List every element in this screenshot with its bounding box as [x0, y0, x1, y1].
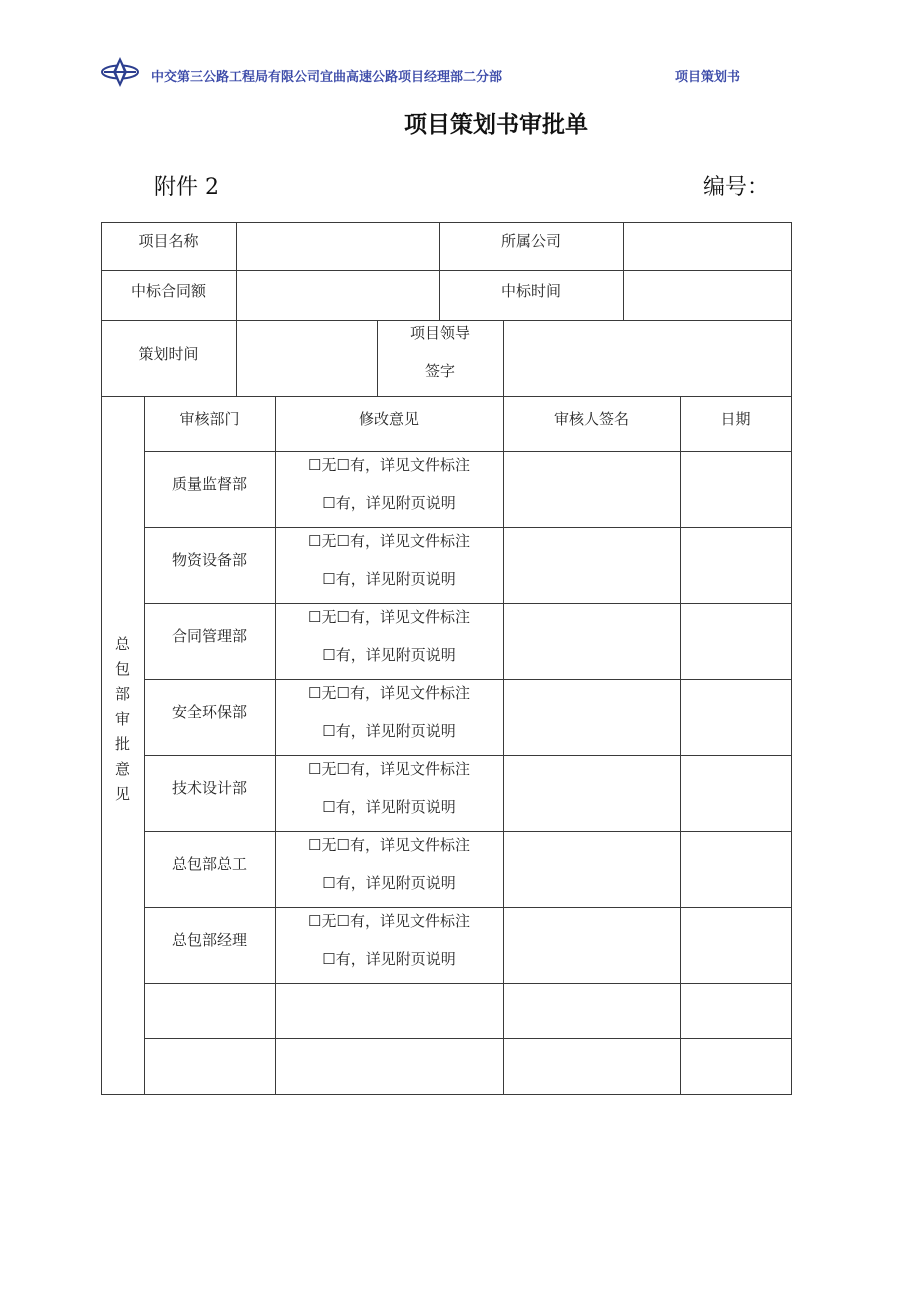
- side-label-char: 审: [114, 710, 130, 728]
- table-row-dept: 安全环保部: [171, 702, 247, 721]
- side-label-char: 总: [114, 635, 130, 653]
- table-row-opinion: [275, 902, 503, 978]
- side-label-char: 包: [114, 660, 130, 678]
- document-type: 项目策划书: [675, 70, 741, 85]
- column-header-date: 日期: [720, 409, 751, 428]
- opinion-checkbox-line[interactable]: ☐无☐有，详见文件标注: [308, 456, 470, 474]
- opinion-checkbox-line[interactable]: ☐无☐有，详见文件标注: [308, 760, 470, 778]
- project-name-label: 项目名称: [138, 231, 199, 250]
- row-divider: [144, 1038, 792, 1039]
- review-side-label: [101, 632, 144, 807]
- opinion-checkbox-line[interactable]: ☐有，详见附页说明: [322, 874, 456, 892]
- attachment-label: 附件 2: [154, 175, 219, 200]
- side-label-char: 意: [114, 760, 130, 778]
- opinion-checkbox-line[interactable]: ☐无☐有，详见文件标注: [308, 684, 470, 702]
- company-label: 所属公司: [500, 231, 561, 250]
- leader-sign-label: [377, 314, 503, 390]
- column-header-reviewer: 审核人签名: [553, 409, 629, 428]
- table-row-opinion: [275, 598, 503, 674]
- table-border-bottom: [101, 1094, 792, 1095]
- side-label-char: 见: [114, 785, 130, 803]
- table-row-opinion: [275, 826, 503, 902]
- opinion-checkbox-line[interactable]: ☐有，详见附页说明: [322, 570, 456, 588]
- opinion-checkbox-line[interactable]: ☐无☐有，详见文件标注: [308, 608, 470, 626]
- leader-sign-line1: 项目领导: [409, 324, 470, 342]
- bid-time-label: 中标时间: [500, 281, 561, 300]
- table-border-right: [791, 222, 792, 1095]
- table-row-opinion: [275, 522, 503, 598]
- col-divider: [503, 320, 504, 397]
- table-row-dept: 总包部总工: [171, 854, 247, 873]
- number-label: 编号：: [703, 175, 770, 200]
- form-title: 项目策划书审批单: [404, 111, 588, 138]
- table-row-dept: 总包部经理: [171, 930, 247, 949]
- table-row-dept: 物资设备部: [171, 550, 247, 569]
- opinion-checkbox-line[interactable]: ☐有，详见附页说明: [322, 646, 456, 664]
- opinion-checkbox-line[interactable]: ☐无☐有，详见文件标注: [308, 532, 470, 550]
- opinion-checkbox-line[interactable]: ☐有，详见附页说明: [322, 950, 456, 968]
- plan-time-label: 策划时间: [138, 344, 199, 363]
- leader-sign-line2: 签字: [424, 362, 455, 380]
- column-header-dept: 审核部门: [179, 409, 240, 428]
- side-label-char: 部: [114, 685, 130, 703]
- col-divider: [236, 222, 237, 397]
- opinion-checkbox-line[interactable]: ☐无☐有，详见文件标注: [308, 836, 470, 854]
- table-row-dept: 合同管理部: [171, 626, 247, 645]
- col-divider: [623, 222, 624, 321]
- opinion-checkbox-line[interactable]: ☐有，详见附页说明: [322, 722, 456, 740]
- table-row-opinion: [275, 750, 503, 826]
- table-row-opinion: [275, 674, 503, 750]
- opinion-checkbox-line[interactable]: ☐无☐有，详见文件标注: [308, 912, 470, 930]
- row-divider: [144, 983, 792, 984]
- col-divider: [503, 396, 504, 1095]
- company-name: 中交第三公路工程局有限公司宜曲高速公路项目经理部二分部: [151, 70, 503, 85]
- opinion-checkbox-line[interactable]: ☐有，详见附页说明: [322, 798, 456, 816]
- column-header-opinion: 修改意见: [358, 409, 419, 428]
- col-divider: [680, 396, 681, 1095]
- bid-amount-label: 中标合同额: [130, 281, 206, 300]
- side-label-char: 批: [114, 735, 130, 753]
- table-row-opinion: [275, 446, 503, 522]
- table-row-dept: 质量监督部: [171, 474, 247, 493]
- opinion-checkbox-line[interactable]: ☐有，详见附页说明: [322, 494, 456, 512]
- table-row-dept: 技术设计部: [171, 778, 247, 797]
